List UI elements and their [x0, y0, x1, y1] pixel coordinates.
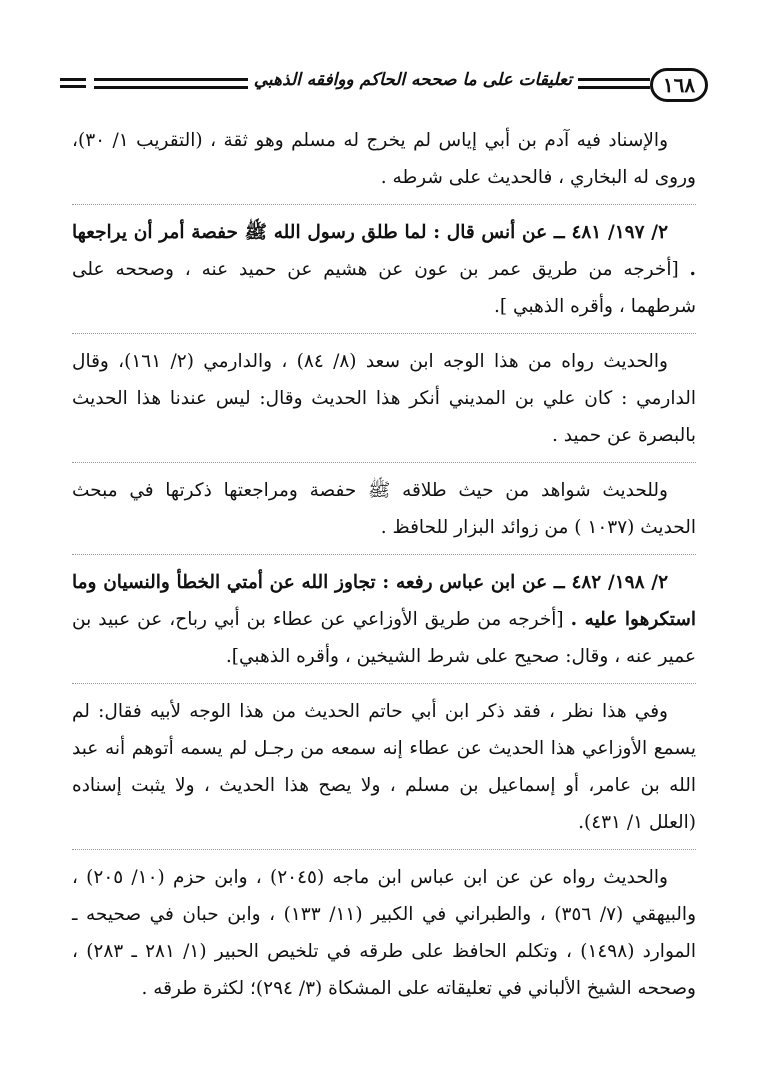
paragraph-4 [72, 472, 696, 546]
paragraph-text: [أخرجه من طريق الأوزاعي عن عطاء بن أبي رباح، عن عبيد بن عمير عنه ، وقال: صحيح على شرط الشيخين ، وأقره الذهبي]. [72, 609, 696, 667]
separator [72, 333, 696, 335]
paragraph-text: وللحديث شواهد من حيث طلاقه ﷺ حفصة ومراجعتها ذكرتها في مبحث الحديث (١٠٣٧ ) من زوائد البزار للحافظ . [72, 480, 696, 538]
header-ornament [60, 78, 86, 92]
paragraph-text: [أخرجه من طريق عمر بن عون عن هشيم عن حميد عنه ، وصححه على شرطهما ، وأقره الذهبي ]. [72, 259, 696, 317]
separator [72, 683, 696, 685]
running-title: تعليقات على ما صححه الحاكم ووافقه الذهبي [248, 70, 578, 90]
separator [72, 204, 696, 206]
separator [72, 554, 696, 556]
paragraph-text: والحديث رواه عن عن ابن عباس ابن ماجه (٢٠٤٥) ، وابن حزم (١٠/ ٢٠٥) ، والبيهقي (٧/ ٣٥٦) ، والطبراني في الكبير (١١/ ١٣٣) ، وابن حبان في صحيحه ـ الموارد (١٤٩٨) ، وتكلم الحافظ على طرقه في تلخيص الحبير (١/ ٢٨١ ـ ٢٨٣) ، وصححه الشيخ الألباني في تعليقاته على المشكاة (٣/ ٢٩٤)؛ لكثرة طرقه . [72, 867, 696, 999]
hadith-481 [72, 214, 696, 325]
hadith-482 [72, 564, 696, 675]
separator [72, 462, 696, 464]
page-number-badge: ١٦٨ [650, 68, 708, 102]
separator [72, 849, 696, 851]
paragraph-7 [72, 859, 696, 1007]
hadith-heading: ٢/ ١٩٨/ ٤٨٢ ــ عن ابن عباس رفعه : تجاوز الله عن أمتي الخطأ والنسيان وما استكرهوا عليه . [72, 572, 697, 630]
page-header [60, 64, 708, 108]
paragraph-text: وفي هذا نظر ، فقد ذكر ابن أبي حاتم الحديث من هذا الوجه لأبيه فقال: لم يسمع الأوزاعي هذا الحديث عن عطاء إنه سمعه من رجـل لم يسمه أتوهم أنه عبد الله بن عامر، أو إسماعيل بن مسلم ، ولا يصح هذا الحديث ، ولا يثبت إسناده (العلل ١/ ٤٣١). [72, 701, 696, 833]
hadith-heading: ٢/ ١٩٧/ ٤٨١ ــ عن أنس قال : لما طلق رسول الله ﷺ حفصة أمر أن يراجعها . [72, 222, 696, 280]
paragraph-3 [72, 343, 696, 454]
page-body [72, 122, 696, 1007]
paragraph-6 [72, 693, 696, 841]
paragraph-text: والإسناد فيه آدم بن أبي إياس لم يخرج له مسلم وهو ثقة ، (التقريب ١/ ٣٠)، وروى له البخاري ، فالحديث على شرطه . [72, 130, 696, 188]
paragraph-text: والحديث رواه من هذا الوجه ابن سعد (٨/ ٨٤) ، والدارمي (٢/ ١٦١)، وقال الدارمي : كان علي بن المديني أنكر هذا الحديث وقال: ليس عندنا هذا الحديث بالبصرة عن حميد . [72, 351, 696, 446]
paragraph-1 [72, 122, 696, 196]
